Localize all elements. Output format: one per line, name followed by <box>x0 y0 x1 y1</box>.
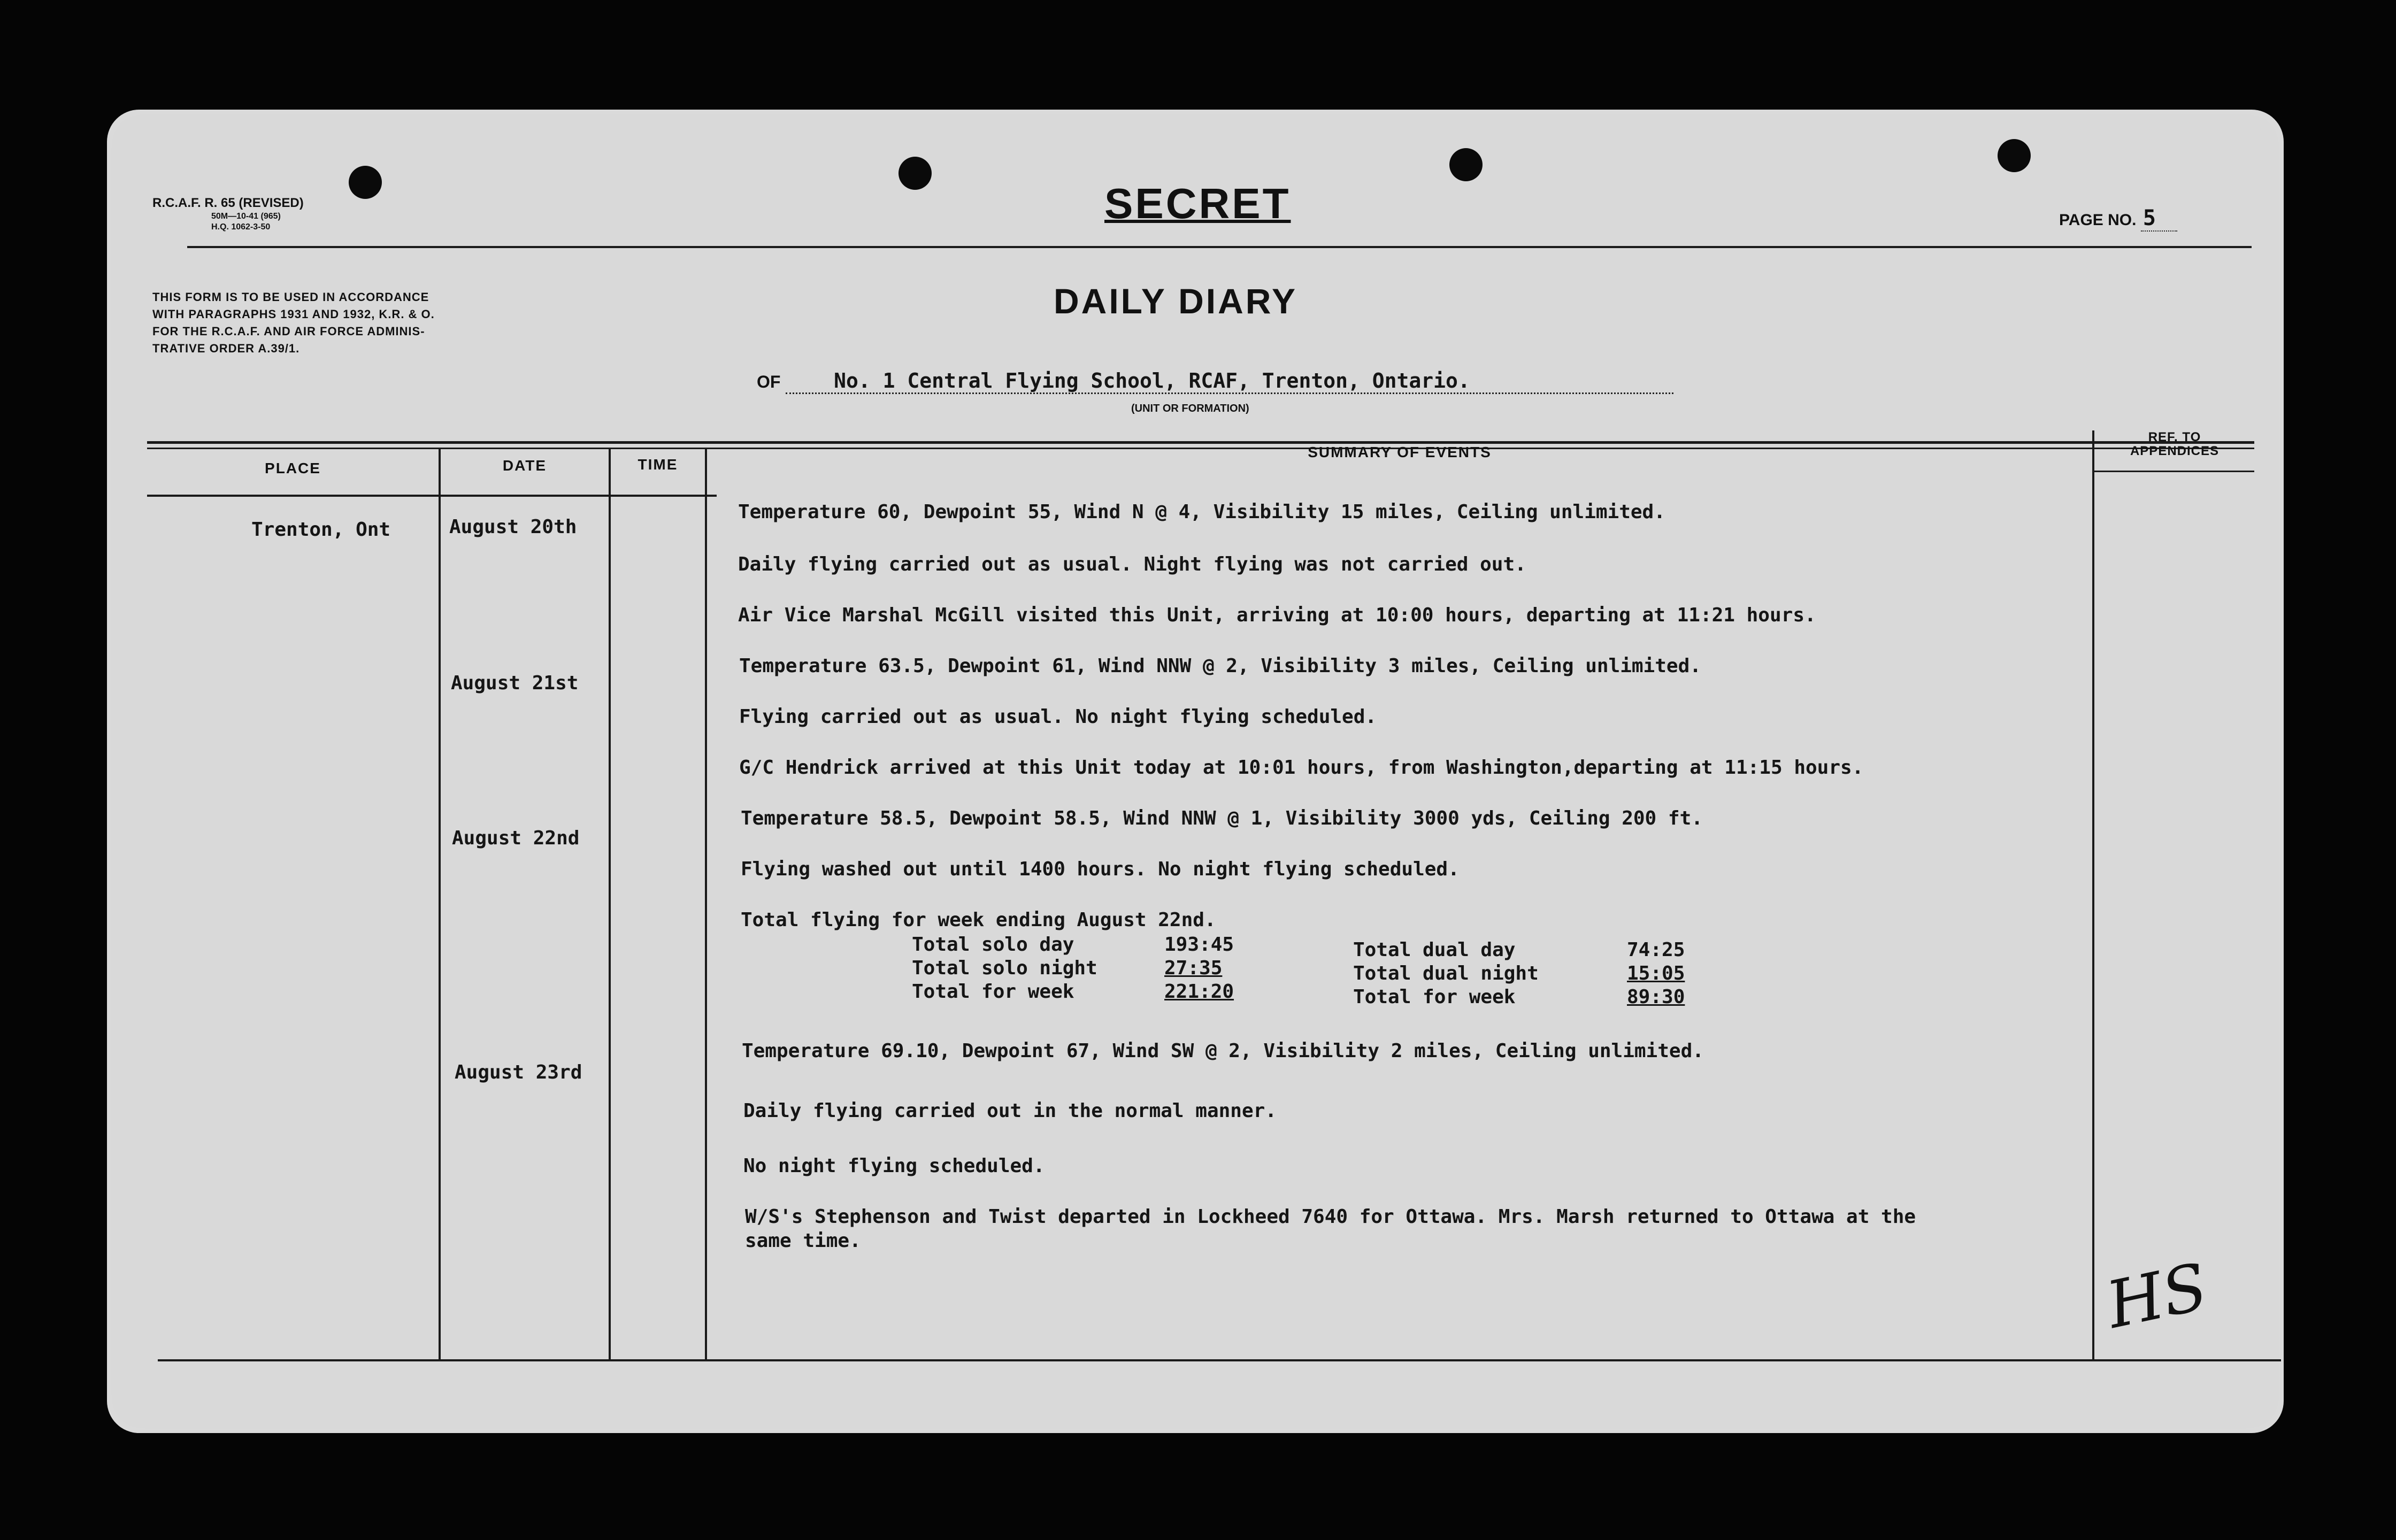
officer-initials: HS <box>2100 1250 2214 1343</box>
column-header-place: PLACE <box>265 460 321 476</box>
event-line: G/C Hendrick arrived at this Unit today at 10:01 hours, from Washington,departing at 11:15 hours. <box>739 757 1864 779</box>
totals-value: 193:45 <box>1164 934 1234 956</box>
instruction-line: TRATIVE ORDER A.39/1. <box>152 342 300 355</box>
date-cell: August 21st <box>451 672 579 694</box>
header-rule <box>187 246 2252 248</box>
totals-label: Total solo day <box>912 934 1074 956</box>
event-line: Flying washed out until 1400 hours. No night flying scheduled. <box>741 858 1460 880</box>
column-header-time: TIME <box>638 456 678 473</box>
punch-hole <box>1998 139 2031 172</box>
totals-value: 27:35 <box>1164 957 1223 979</box>
totals-row <box>1353 962 1691 985</box>
totals-label: Total dual day <box>1353 939 1516 961</box>
event-line: Air Vice Marshal McGill visited this Unit, arriving at 10:00 hours, departing at 11:21 hours. <box>738 604 1816 626</box>
instruction-line: WITH PARAGRAPHS 1931 AND 1932, K.R. & O. <box>152 307 435 321</box>
event-line: Daily flying carried out in the normal manner. <box>743 1100 1277 1122</box>
column-header-rule-ref <box>2094 471 2254 472</box>
page-number: 5 <box>2141 206 2177 232</box>
event-line: No night flying scheduled. <box>743 1155 1045 1177</box>
unit-name: No. 1 Central Flying School, RCAF, Trenton, Ontario. <box>786 369 1673 394</box>
column-divider-time <box>705 448 707 1359</box>
document-title: DAILY DIARY <box>1054 281 1297 321</box>
date-cell: August 20th <box>449 516 577 538</box>
column-header-date: DATE <box>502 457 547 474</box>
of-label: OF <box>757 372 781 391</box>
column-divider-place <box>439 448 441 1359</box>
totals-value: 89:30 <box>1627 986 1685 1008</box>
flying-totals-right <box>1353 938 1691 1009</box>
column-header-rule <box>147 495 717 497</box>
diary-card <box>107 110 2284 1433</box>
date-cell: August 23rd <box>455 1061 582 1083</box>
hq-code: H.Q. 1062-3-50 <box>211 222 271 232</box>
totals-row <box>1353 938 1691 962</box>
event-line: W/S's Stephenson and Twist departed in Lockheed 7640 for Ottawa. Mrs. Marsh returned to Ottawa at the <box>745 1206 1916 1228</box>
totals-label: Total for week <box>912 981 1074 1003</box>
page-label: PAGE NO. <box>2059 211 2137 229</box>
form-number: R.C.A.F. R. 65 (REVISED) <box>152 196 304 210</box>
column-header-ref <box>2094 430 2255 458</box>
ref-header-line: APPENDICES <box>2130 444 2220 458</box>
page-number-field <box>2059 206 2177 230</box>
unit-line <box>757 369 1673 394</box>
totals-row <box>1353 985 1691 1009</box>
table-bottom-rule <box>158 1359 2281 1361</box>
totals-label: Total solo night <box>912 957 1097 979</box>
print-code: 50M—10-41 (965) <box>211 212 281 221</box>
instruction-line: FOR THE R.C.A.F. AND AIR FORCE ADMINIS- <box>152 325 425 338</box>
event-line: Flying carried out as usual. No night flying scheduled. <box>739 706 1377 728</box>
punch-hole <box>1449 148 1483 181</box>
column-divider-summary <box>2092 430 2094 1359</box>
event-line: Daily flying carried out as usual. Night flying was not carried out. <box>738 553 1526 575</box>
totals-row <box>912 957 1240 980</box>
form-instructions <box>152 289 435 357</box>
totals-label: Total dual night <box>1353 962 1539 984</box>
flying-totals-left <box>912 933 1240 1004</box>
instruction-line: THIS FORM IS TO BE USED IN ACCORDANCE <box>152 290 429 304</box>
ref-header-line: REF. TO <box>2148 430 2201 444</box>
totals-value: 221:20 <box>1164 981 1234 1003</box>
event-line: same time. <box>745 1230 861 1252</box>
punch-hole <box>349 166 382 199</box>
totals-value: 74:25 <box>1627 939 1685 961</box>
unit-caption: (UNIT OR FORMATION) <box>1131 403 1249 414</box>
event-line: Total flying for week ending August 22nd. <box>741 909 1216 931</box>
totals-row <box>912 933 1240 957</box>
date-cell: August 22nd <box>452 827 580 849</box>
place-cell: Trenton, Ont <box>251 519 391 541</box>
totals-label: Total for week <box>1353 986 1516 1008</box>
event-line: Temperature 60, Dewpoint 55, Wind N @ 4, Visibility 15 miles, Ceiling unlimited. <box>738 501 1665 523</box>
totals-value: 15:05 <box>1627 962 1685 984</box>
event-line: Temperature 69.10, Dewpoint 67, Wind SW @ 2, Visibility 2 miles, Ceiling unlimited. <box>742 1040 1704 1062</box>
punch-hole <box>898 157 932 190</box>
column-divider-date <box>609 448 611 1359</box>
totals-row <box>912 980 1240 1004</box>
event-line: Temperature 63.5, Dewpoint 61, Wind NNW @ 2, Visibility 3 miles, Ceiling unlimited. <box>739 655 1701 677</box>
column-header-summary: SUMMARY OF EVENTS <box>1308 444 1492 460</box>
event-line: Temperature 58.5, Dewpoint 58.5, Wind NNW @ 1, Visibility 3000 yds, Ceiling 200 ft. <box>741 807 1703 829</box>
classification-stamp: SECRET <box>1104 180 1291 227</box>
form-reference <box>152 195 304 233</box>
